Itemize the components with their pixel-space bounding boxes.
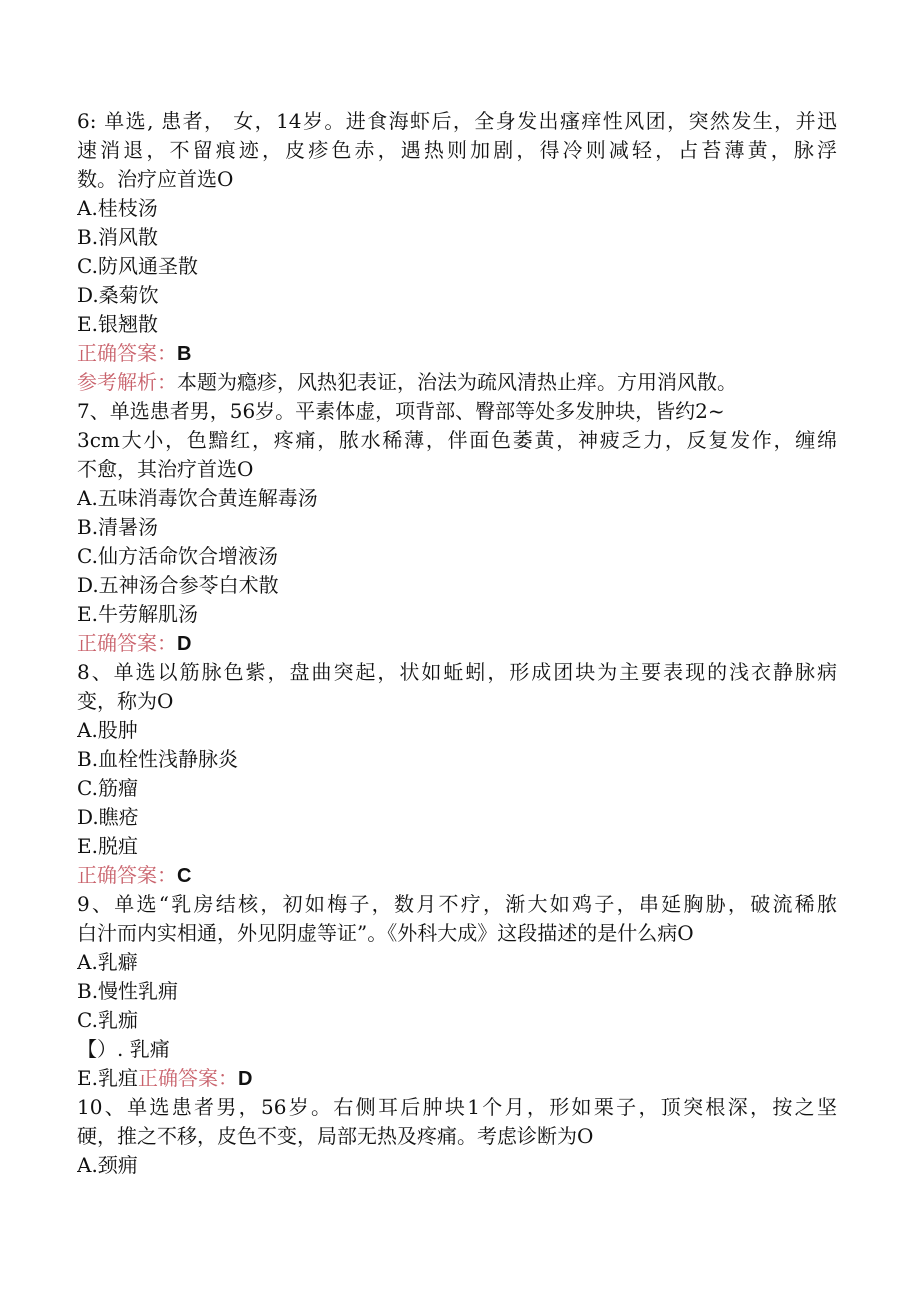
answer-option: B.清暑汤	[77, 515, 159, 539]
answer-option: C.防风通圣散	[77, 254, 198, 278]
question-text-line: 10、单选患者男，56岁。右侧耳后肿块1个月，形如栗子，顶突根深，按之坚	[77, 1095, 837, 1119]
question-text-line: 硬，推之不移，皮色不变，局部无热及疼痛。考虑诊断为O	[77, 1124, 594, 1148]
answer-option: B.慢性乳痈	[77, 979, 179, 1003]
correct-answer-value: B	[177, 343, 192, 365]
answer-option: A.桂枝汤	[77, 196, 158, 220]
answer-option: B.血栓性浅静脉炎	[77, 747, 239, 771]
question-text-line: 速消退，不留痕迹，皮疹色赤，遇热则加剧，得冷则减轻，占苔薄黄，脉浮	[77, 138, 837, 162]
answer-option: A.乳癖	[77, 950, 138, 974]
answer-option: 【）. 乳痛	[77, 1037, 170, 1061]
question-text-line: 3cm大小，色黯红，疼痛，脓水稀薄，伴面色萎黄，神疲乏力，反复发作，缠绵	[77, 428, 837, 452]
document-page	[77, 107, 837, 1180]
answer-option: A.颈痈	[77, 1153, 138, 1177]
analysis-text: 本题为瘾疹，风热犯表证，治法为疏风清热止痒。方用消风散。	[177, 370, 737, 394]
answer-option: C.筋瘤	[77, 776, 138, 800]
question-text-line: 9、单选“乳房结核，初如梅子，数月不疗，渐大如鸡子，串延胸胁，破流稀脓	[77, 892, 837, 916]
question-text-line: 变，称为O	[77, 689, 174, 713]
correct-answer-label: 正确答案：	[137, 1066, 238, 1090]
correct-answer-line	[77, 629, 837, 658]
question-text-line: 7、单选患者男，56岁。平素体虚，项背部、臀部等处多发肿块，皆约2~	[77, 399, 725, 423]
correct-answer-line	[77, 339, 837, 368]
correct-answer-value: C	[177, 865, 192, 887]
answer-option: B.消风散	[77, 225, 159, 249]
answer-option: A.五味消毒饮合黄连解毒汤	[77, 486, 318, 510]
analysis-line	[77, 368, 837, 397]
answer-option: A.股肿	[77, 718, 138, 742]
question-text-line: 不愈，其治疗首选O	[77, 457, 254, 481]
analysis-label: 参考解析：	[77, 370, 177, 394]
correct-answer-label: 正确答案：	[77, 341, 177, 365]
answer-option: E.脱疽	[77, 834, 138, 858]
question-text-line: 白汁而内实相通，外见阴虚等证”。《外科大成》这段描述的是什么病O	[77, 921, 694, 945]
correct-answer-label: 正确答案：	[77, 631, 177, 655]
answer-option: E.银翘散	[77, 312, 158, 336]
answer-option: C.乳痂	[77, 1008, 138, 1032]
answer-option: D.桑菊饮	[77, 283, 159, 307]
answer-option: C.仙方活命饮合增液汤	[77, 544, 278, 568]
question-text-line: 6: 单选, 患者， 女，14岁。进食海虾后，全身发出瘙痒性风团，突然发生，并迅	[77, 109, 837, 133]
answer-option: E.乳疽	[77, 1066, 138, 1090]
correct-answer-line	[77, 861, 837, 890]
correct-answer-value: D	[177, 633, 192, 655]
question-text-line: 8、单选以筋脉色紫，盘曲突起，状如蚯蚓，形成团块为主要表现的浅衣静脉病	[77, 660, 837, 684]
answer-option-with-answer	[77, 1064, 837, 1093]
answer-option: E.牛劳解肌汤	[77, 602, 198, 626]
question-text-line: 数。治疗应首选O	[77, 167, 234, 191]
correct-answer-value: D	[237, 1068, 253, 1090]
correct-answer-label: 正确答案：	[77, 863, 177, 887]
answer-option: D.瞧疮	[77, 805, 139, 829]
answer-option: D.五神汤合参苓白术散	[77, 573, 279, 597]
